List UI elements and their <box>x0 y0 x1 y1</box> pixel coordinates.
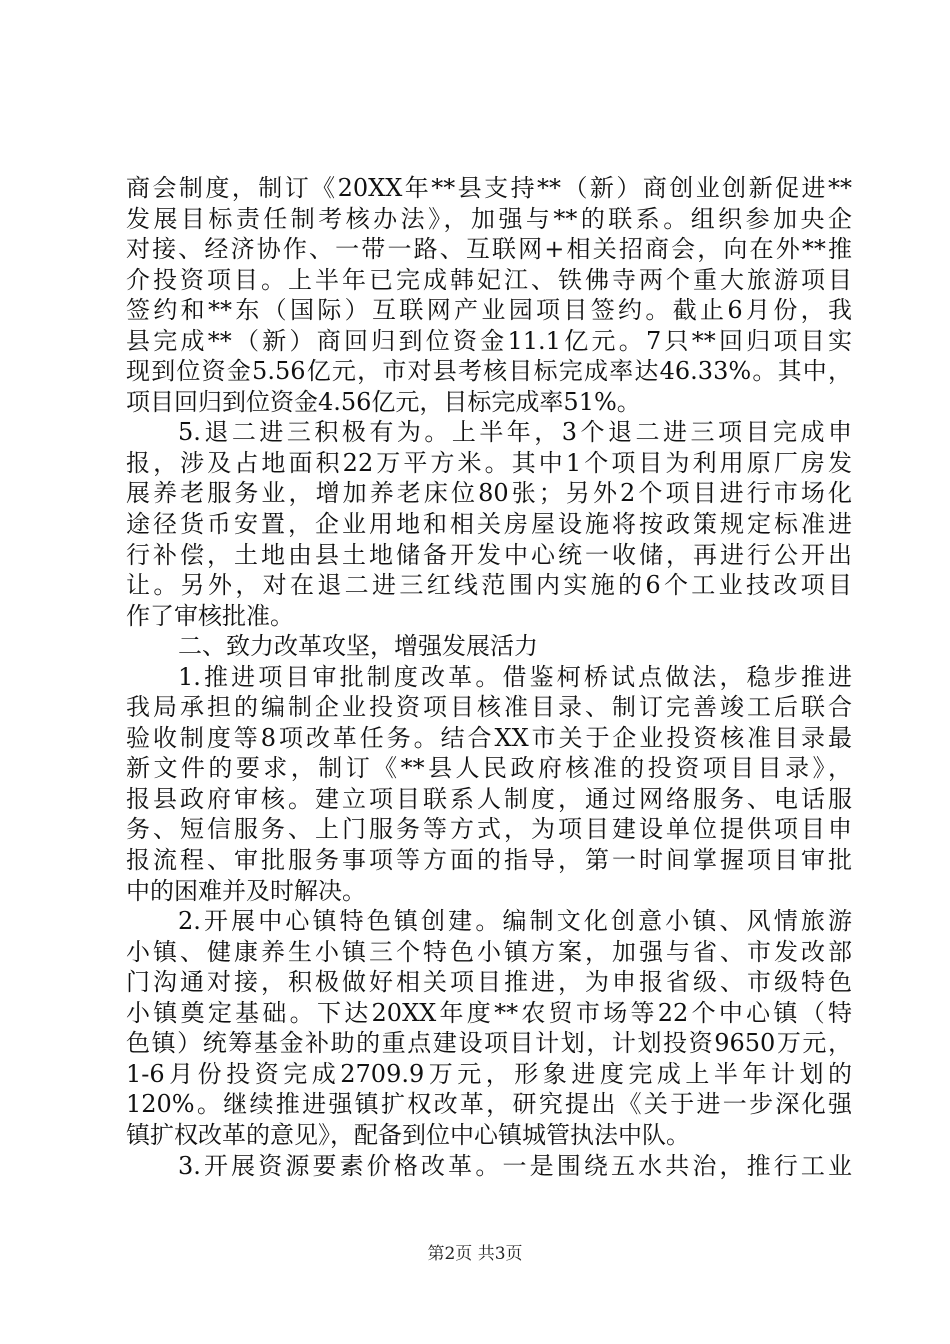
page-footer <box>0 1243 950 1265</box>
paragraph-line: 发展目标责任制考核办法》，加强与**的联系。组织参加央企 <box>126 204 852 233</box>
paragraph-line: 1.推进项目审批制度改革。借鉴柯桥试点做法，稳步推进 <box>178 662 852 691</box>
paragraph-line: 2.开展中心镇特色镇创建。编制文化创意小镇、风情旅游 <box>178 907 852 936</box>
paragraph-line: 小镇、健康养生小镇三个特色小镇方案，加强与省、市发改部 <box>126 937 852 966</box>
paragraph-line: 作了审核批准。 <box>126 601 294 630</box>
paragraph <box>126 906 852 1150</box>
paragraph-line: 小镇奠定基础。下达20XX年度**农贸市场等22个中心镇（特 <box>126 998 852 1027</box>
paragraph <box>126 417 852 631</box>
paragraph-line: 镇扩权改革的意见》，配备到位中心镇城管执法中队。 <box>126 1120 690 1149</box>
page-number: 第2页 共3页 <box>427 1244 523 1264</box>
paragraph-line: 介投资项目。上半年已完成韩妃江、铁佛寺两个重大旅游项目 <box>126 265 852 294</box>
paragraph-line: 3.开展资源要素价格改革。一是围绕五水共治，推行工业 <box>178 1151 852 1180</box>
paragraph-line: 途径货币安置，企业用地和相关房屋设施将按政策规定标准进 <box>126 510 852 539</box>
paragraph-line: 对接、经济协作、一带一路、互联网+相关招商会，向在外**推 <box>126 235 852 264</box>
paragraph-line: 县完成**（新）商回归到位资金11.1亿元。7只**回归项目实 <box>126 326 852 355</box>
paragraph-line: 报流程、审批服务事项等方面的指导，第一时间掌握项目审批 <box>126 846 852 875</box>
paragraph-line: 报，涉及占地面积22万平方米。其中1个项目为利用原厂房发 <box>126 448 852 477</box>
paragraph-line: 门沟通对接，积极做好相关项目推进，为申报省级、市级特色 <box>126 968 852 997</box>
paragraph-line: 报县政府审核。建立项目联系人制度，通过网络服务、电话服 <box>126 784 852 813</box>
paragraph-line: 行补偿，土地由县土地储备开发中心统一收储，再进行公开出 <box>126 540 852 569</box>
section-heading-line: 二、致力改革攻坚，增强发展活力 <box>178 632 538 661</box>
paragraph-line: 让。另外，对在退二进三红线范围内实施的6个工业技改项目 <box>126 571 852 600</box>
paragraph-line: 展养老服务业，增加养老床位80张；另外2个项目进行市场化 <box>126 479 852 508</box>
paragraph-line: 新文件的要求，制订《**县人民政府核准的投资项目目录》， <box>126 754 852 783</box>
paragraph-line: 现到位资金5.56亿元，市对县考核目标完成率达46.33%。其中， <box>126 357 852 386</box>
paragraph-line: 商会制度，制订《20XX年**县支持**（新）商创业创新促进** <box>126 174 852 202</box>
paragraph-line: 5.退二进三积极有为。上半年，3个退二进三项目完成申 <box>178 418 852 447</box>
paragraph-line: 1-6月份投资完成2709.9万元，形象进度完成上半年计划的 <box>126 1059 852 1088</box>
paragraph-line: 我局承担的编制企业投资项目核准目录、制订完善竣工后联合 <box>126 693 852 722</box>
paragraph-line: 中的困难并及时解决。 <box>126 876 366 905</box>
paragraph <box>126 662 852 906</box>
paragraph-line: 项目回归到位资金4.56亿元，目标完成率51%。 <box>126 387 641 416</box>
paragraph-line: 120%。继续推进强镇扩权改革，研究提出《关于进一步深化强 <box>126 1090 852 1119</box>
paragraph-line: 验收制度等8项改革任务。结合XX市关于企业投资核准目录最 <box>126 723 852 752</box>
section-heading <box>126 631 852 662</box>
paragraph <box>126 1151 852 1182</box>
paragraph-line: 务、短信服务、上门服务等方式，为项目建设单位提供项目申 <box>126 815 852 844</box>
paragraph-line: 色镇）统筹基金补助的重点建设项目计划，计划投资9650万元， <box>126 1029 852 1058</box>
paragraph <box>126 173 852 417</box>
document-body <box>126 173 852 1181</box>
paragraph-line: 签约和**东（国际）互联网产业园项目签约。截止6月份，我 <box>126 296 852 325</box>
